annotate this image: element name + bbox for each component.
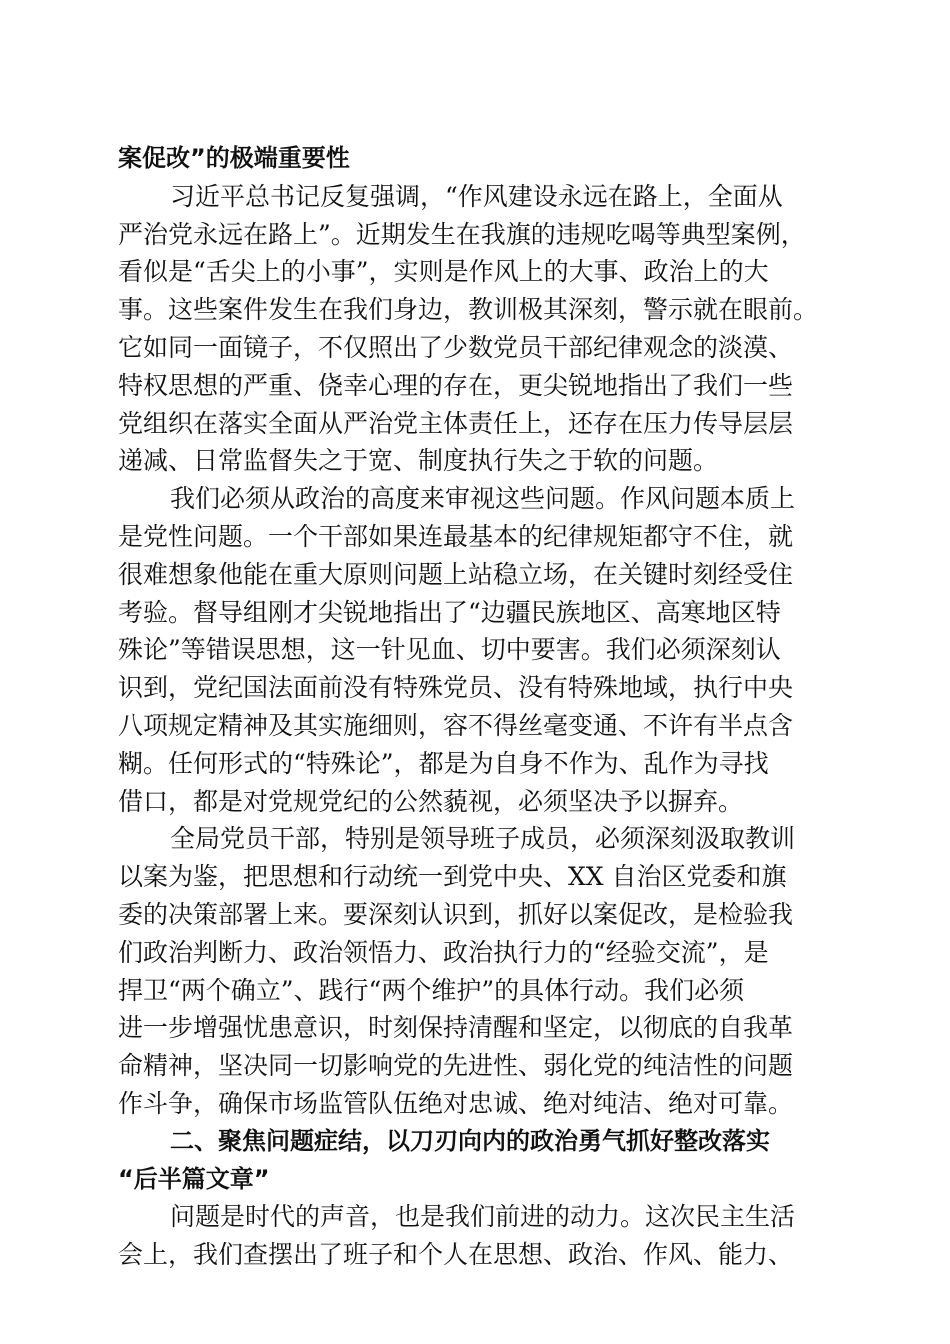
paragraph-line: 命精神，坚决同一切影响党的先进性、弱化党的纯洁性的问题 [118,1051,794,1081]
section-heading: “后半篇文章” [118,1164,270,1193]
document-body [118,140,840,1274]
paragraph-line: 它如同一面镜子，不仅照出了少数党员干部纪律观念的淡漠、 [118,332,794,362]
section-heading-continuation: 案促改”的极端重要性 [118,144,350,172]
paragraph-line: 殊论”等错误思想，这一针见血、切中要害。我们必须深刻认 [118,635,781,665]
paragraph-line: 我们必须从政治的高度来审视这些问题。作风问题本质上 [170,484,796,514]
paragraph-line: 考验。督导组刚才尖锐地指出了“边疆民族地区、高寒地区特 [118,597,781,627]
paragraph-line: 看似是“舌尖上的小事”，实则是作风上的大事、政治上的大 [118,257,769,287]
paragraph-line: 委的决策部署上来。要深刻认识到，抓好以案促改，是检验我 [118,899,794,929]
paragraph-line: 很难想象他能在重大原则问题上站稳立场，在关键时刻经受住 [118,559,794,589]
paragraph-line: 八项规定精神及其实施细则，容不得丝毫变通、不许有半点含 [118,710,794,740]
paragraph-line: 习近平总书记反复强调，“作风建设永远在路上，全面从 [170,181,783,211]
paragraph-line: 会上，我们查摆出了班子和个人在思想、政治、作风、能力、 [118,1240,794,1270]
paragraph-line: 捍卫“两个确立”、践行“两个维护”的具体行动。我们必须 [118,975,745,1005]
paragraph-line: 们政治判断力、政治领悟力、政治执行力的“经验交流”，是 [118,937,769,967]
paragraph-line: 问题是时代的声音，也是我们前进的动力。这次民主生活 [170,1202,796,1232]
paragraph-line: 事。这些案件发生在我们身边，教训极其深刻，警示就在眼前。 [118,295,819,325]
paragraph-line: 全局党员干部，特别是领导班子成员，必须深刻汲取教训 [170,824,796,854]
paragraph-line: 糊。任何形式的“特殊论”，都是为自身不作为、乱作为寻找 [118,748,769,778]
paragraph-line: 借口，都是对党规党纪的公然藐视，必须坚决予以摒弃。 [118,786,744,816]
paragraph-line: 识到，党纪国法面前没有特殊党员、没有特殊地域，执行中央 [118,673,794,703]
paragraph-line: 严治党永远在路上”。近期发生在我旗的违规吃喝等典型案例， [118,219,806,249]
section-heading: 二、聚焦问题症结，以刀刃向内的政治勇气抓好整改落实 [170,1126,770,1155]
paragraph-line: 特权思想的严重、侥幸心理的存在，更尖锐地指出了我们一些 [118,370,794,400]
paragraph-line: 递减、日常监督失之于宽、制度执行失之于软的问题。 [118,446,719,476]
paragraph-line: 进一步增强忧患意识，时刻保持清醒和坚定，以彻底的自我革 [118,1013,794,1043]
paragraph-line: 党组织在落实全面从严治党主体责任上，还存在压力传导层层 [118,408,794,438]
paragraph-line: 以案为鉴，把思想和行动统一到党中央、XX 自治区党委和旗 [118,862,787,892]
paragraph-line: 是党性问题。一个干部如果连最基本的纪律规矩都守不住，就 [118,521,794,551]
paragraph-line: 作斗争，确保市场监管队伍绝对忠诚、绝对纯洁、绝对可靠。 [118,1088,794,1118]
